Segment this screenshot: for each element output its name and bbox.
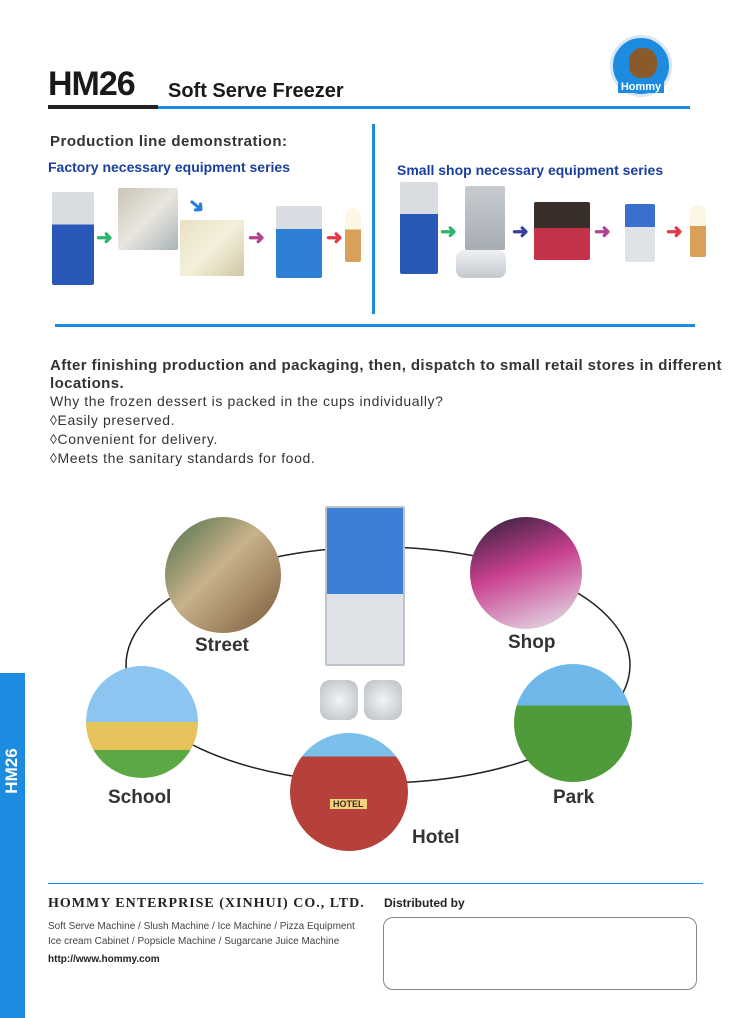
park-image — [514, 664, 632, 782]
cup-right-image — [364, 680, 402, 720]
arrow-navy-icon: ➜ — [512, 221, 529, 243]
bullet-item: ◊Meets the sanitary standards for food. — [50, 450, 316, 466]
arrow-purple-icon: ➜ — [248, 227, 265, 249]
page-subtitle: Soft Serve Freezer — [168, 80, 344, 102]
school-label: School — [108, 787, 172, 808]
logo-text: Hommy — [618, 81, 664, 93]
shop-image — [470, 517, 582, 629]
bullet-item: ◊Easily preserved. — [50, 412, 176, 428]
company-name: HOMMY ENTERPRISE (XINHUI) CO., LTD. — [48, 896, 365, 911]
arrow-purple-icon: ➜ — [594, 221, 611, 243]
hotel-label: Hotel — [412, 827, 460, 848]
distributor-box — [383, 917, 697, 990]
product-list-line: Ice cream Cabinet / Popsicle Machine / Sugarcane Juice Machine — [48, 936, 340, 947]
arrow-green-icon: ➜ — [96, 227, 113, 249]
sidebar-label: HM26 — [2, 748, 21, 794]
distributed-by-label: Distributed by — [384, 896, 465, 910]
product-list-line: Soft Serve Machine / Slush Machine / Ice Machine / Pizza Equipment — [48, 921, 355, 932]
packaging-question: Why the frozen dessert is packed in the cups individually? — [50, 393, 444, 409]
arrow-blue-icon: ➜ — [182, 192, 210, 220]
hotel-sign: HOTEL — [330, 799, 367, 809]
arrow-red-icon: ➜ — [666, 221, 683, 243]
hotel-image — [290, 733, 408, 851]
bullet-item: ◊Convenient for delivery. — [50, 431, 218, 447]
street-image — [165, 517, 281, 633]
arrow-green-icon: ➜ — [440, 221, 457, 243]
arrow-red-icon: ➜ — [326, 227, 343, 249]
factory-series-title: Factory necessary equipment series — [48, 159, 291, 175]
shop-series-title: Small shop necessary equipment series — [397, 162, 664, 178]
school-image — [86, 666, 198, 778]
page-title: HM26 — [48, 65, 135, 103]
dispatch-paragraph: After finishing production and packaging, then, dispatch to small retail stores in different locations. — [50, 357, 722, 392]
website-link[interactable]: http://www.hommy.com — [48, 954, 160, 965]
footer-rule — [48, 883, 703, 884]
production-heading: Production line demonstration: — [50, 133, 288, 150]
cup-left-image — [320, 680, 358, 720]
park-label: Park — [553, 787, 595, 808]
shop-label: Shop — [508, 632, 556, 653]
street-label: Street — [195, 635, 249, 656]
vending-machine-center-image — [325, 506, 405, 666]
